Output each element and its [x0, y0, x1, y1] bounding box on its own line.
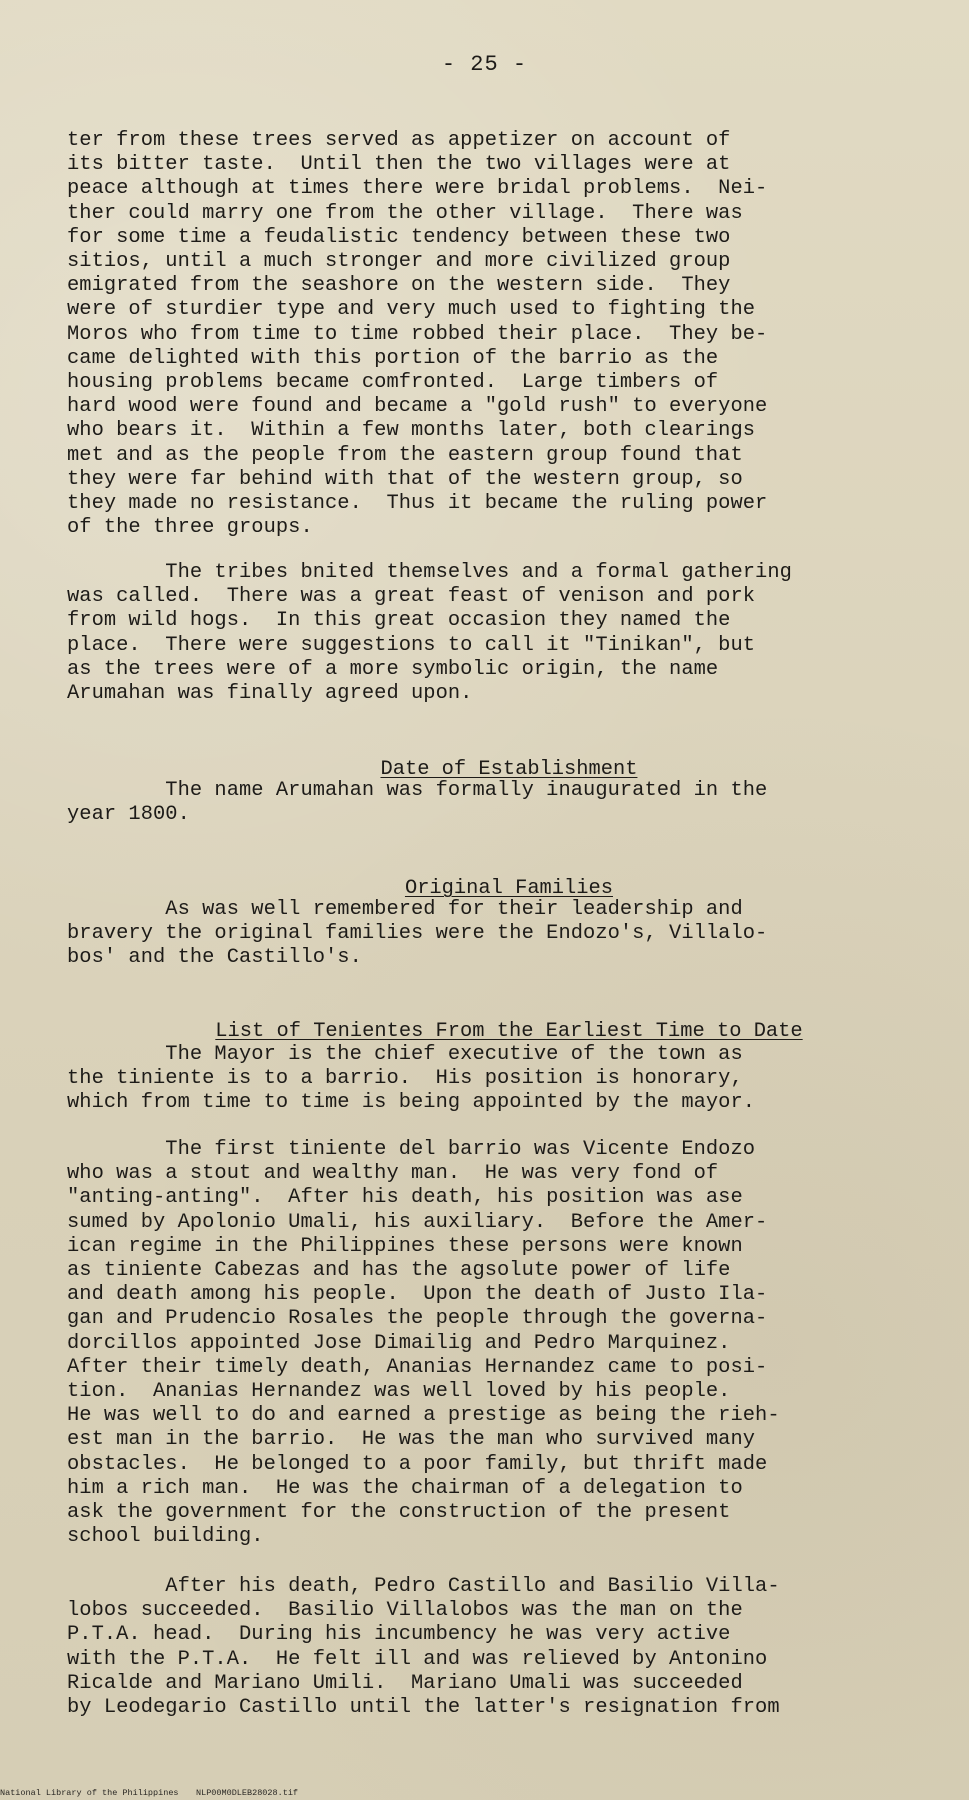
- archive-footer: National Library of the Philippines: [0, 1788, 179, 1798]
- paragraph-successors: After his death, Pedro Castillo and Basilio Villa- lobos succeeded. Basilio Villalobos was the man on the P.T.A. head. During his incumbency he was very active with the P.T.A. He felt ill and was relieved by Antonino Ricalde and Mariano Umili. Mariano Umali was succeeded by Leodegario Castillo until the latter's resignation from: [67, 1575, 780, 1720]
- paragraph-date-established: The name Arumahan was formally inaugurated in the year 1800.: [67, 779, 768, 827]
- section-heading-date-text: Date of Establishment: [380, 758, 638, 781]
- section-heading-families-text: Original Families: [404, 877, 613, 900]
- section-heading-tenientes-text: List of Tenientes From the Earliest Time to Date: [215, 1020, 803, 1043]
- paragraph-origin-continued: ter from these trees served as appetizer on account of its bitter taste. Until then the two villages were at peace although at times there were bridal problems. Nei- ther could marry one from the other village. There was for some time a feudalistic tendency between these two sitios, until a much stronger and more civilized group emigrated from the seashore on the western side. They were of sturdier type and very much used to fighting the Moros who from time to time robbed their place. They be- came delighted with this portion of the barrio as the housing problems became comfronted. Large timbers of hard wood were found and became a "gold rush" to everyone who bears it. Within a few months later, both clearings met and as the people from the eastern group found that they were far behind with that of the western group, so they made no resistance. Thus it became the ruling power of the three groups.: [67, 129, 768, 540]
- paragraph-naming-feast: The tribes bnited themselves and a formal gathering was called. There was a great feast of venison and pork from wild hogs. In this great occasion they named the place. There were suggestions to call it "Tinikan", but as the trees were of a more symbolic origin, the name Arumahan was finally agreed upon.: [67, 561, 792, 706]
- paragraph-original-families: As was well remembered for their leadership and bravery the original families were the Endozo's, Villalo- bos' and the Castillo's.: [67, 898, 768, 970]
- scan-file-name: NLP00M0DLEB28028.tif: [196, 1788, 299, 1798]
- page-number: - 25 -: [441, 52, 528, 77]
- paragraph-first-tiniente: The first tiniente del barrio was Vicente Endozo who was a stout and wealthy man. He was very fond of "anting-anting". After his death, his position was ase sumed by Apolonio Umali, his auxiliary. Before the Amer- ican regime in the Philippines these persons were known as tiniente Cabezas and has the agsolute power of life and death among his people. Upon the death of Justo Ila- gan and Prudencio Rosales the people through the governa- dorcillos appointed Jose Dimailig and Pedro Marquinez. After their timely death, Ananias Hernandez came to posi- tion. Ananias Hernandez was well loved by his people. He was well to do and earned a prestige as being the rieh- est man in the barrio. He was the man who survived many obstacles. He belonged to a poor family, but thrift made him a rich man. He was the chairman of a delegation to ask the government for the construction of the present school building.: [67, 1138, 780, 1549]
- paragraph-mayor-tiniente: The Mayor is the chief executive of the town as the tiniente is to a barrio. His position is honorary, which from time to time is being appointed by the mayor.: [67, 1043, 756, 1115]
